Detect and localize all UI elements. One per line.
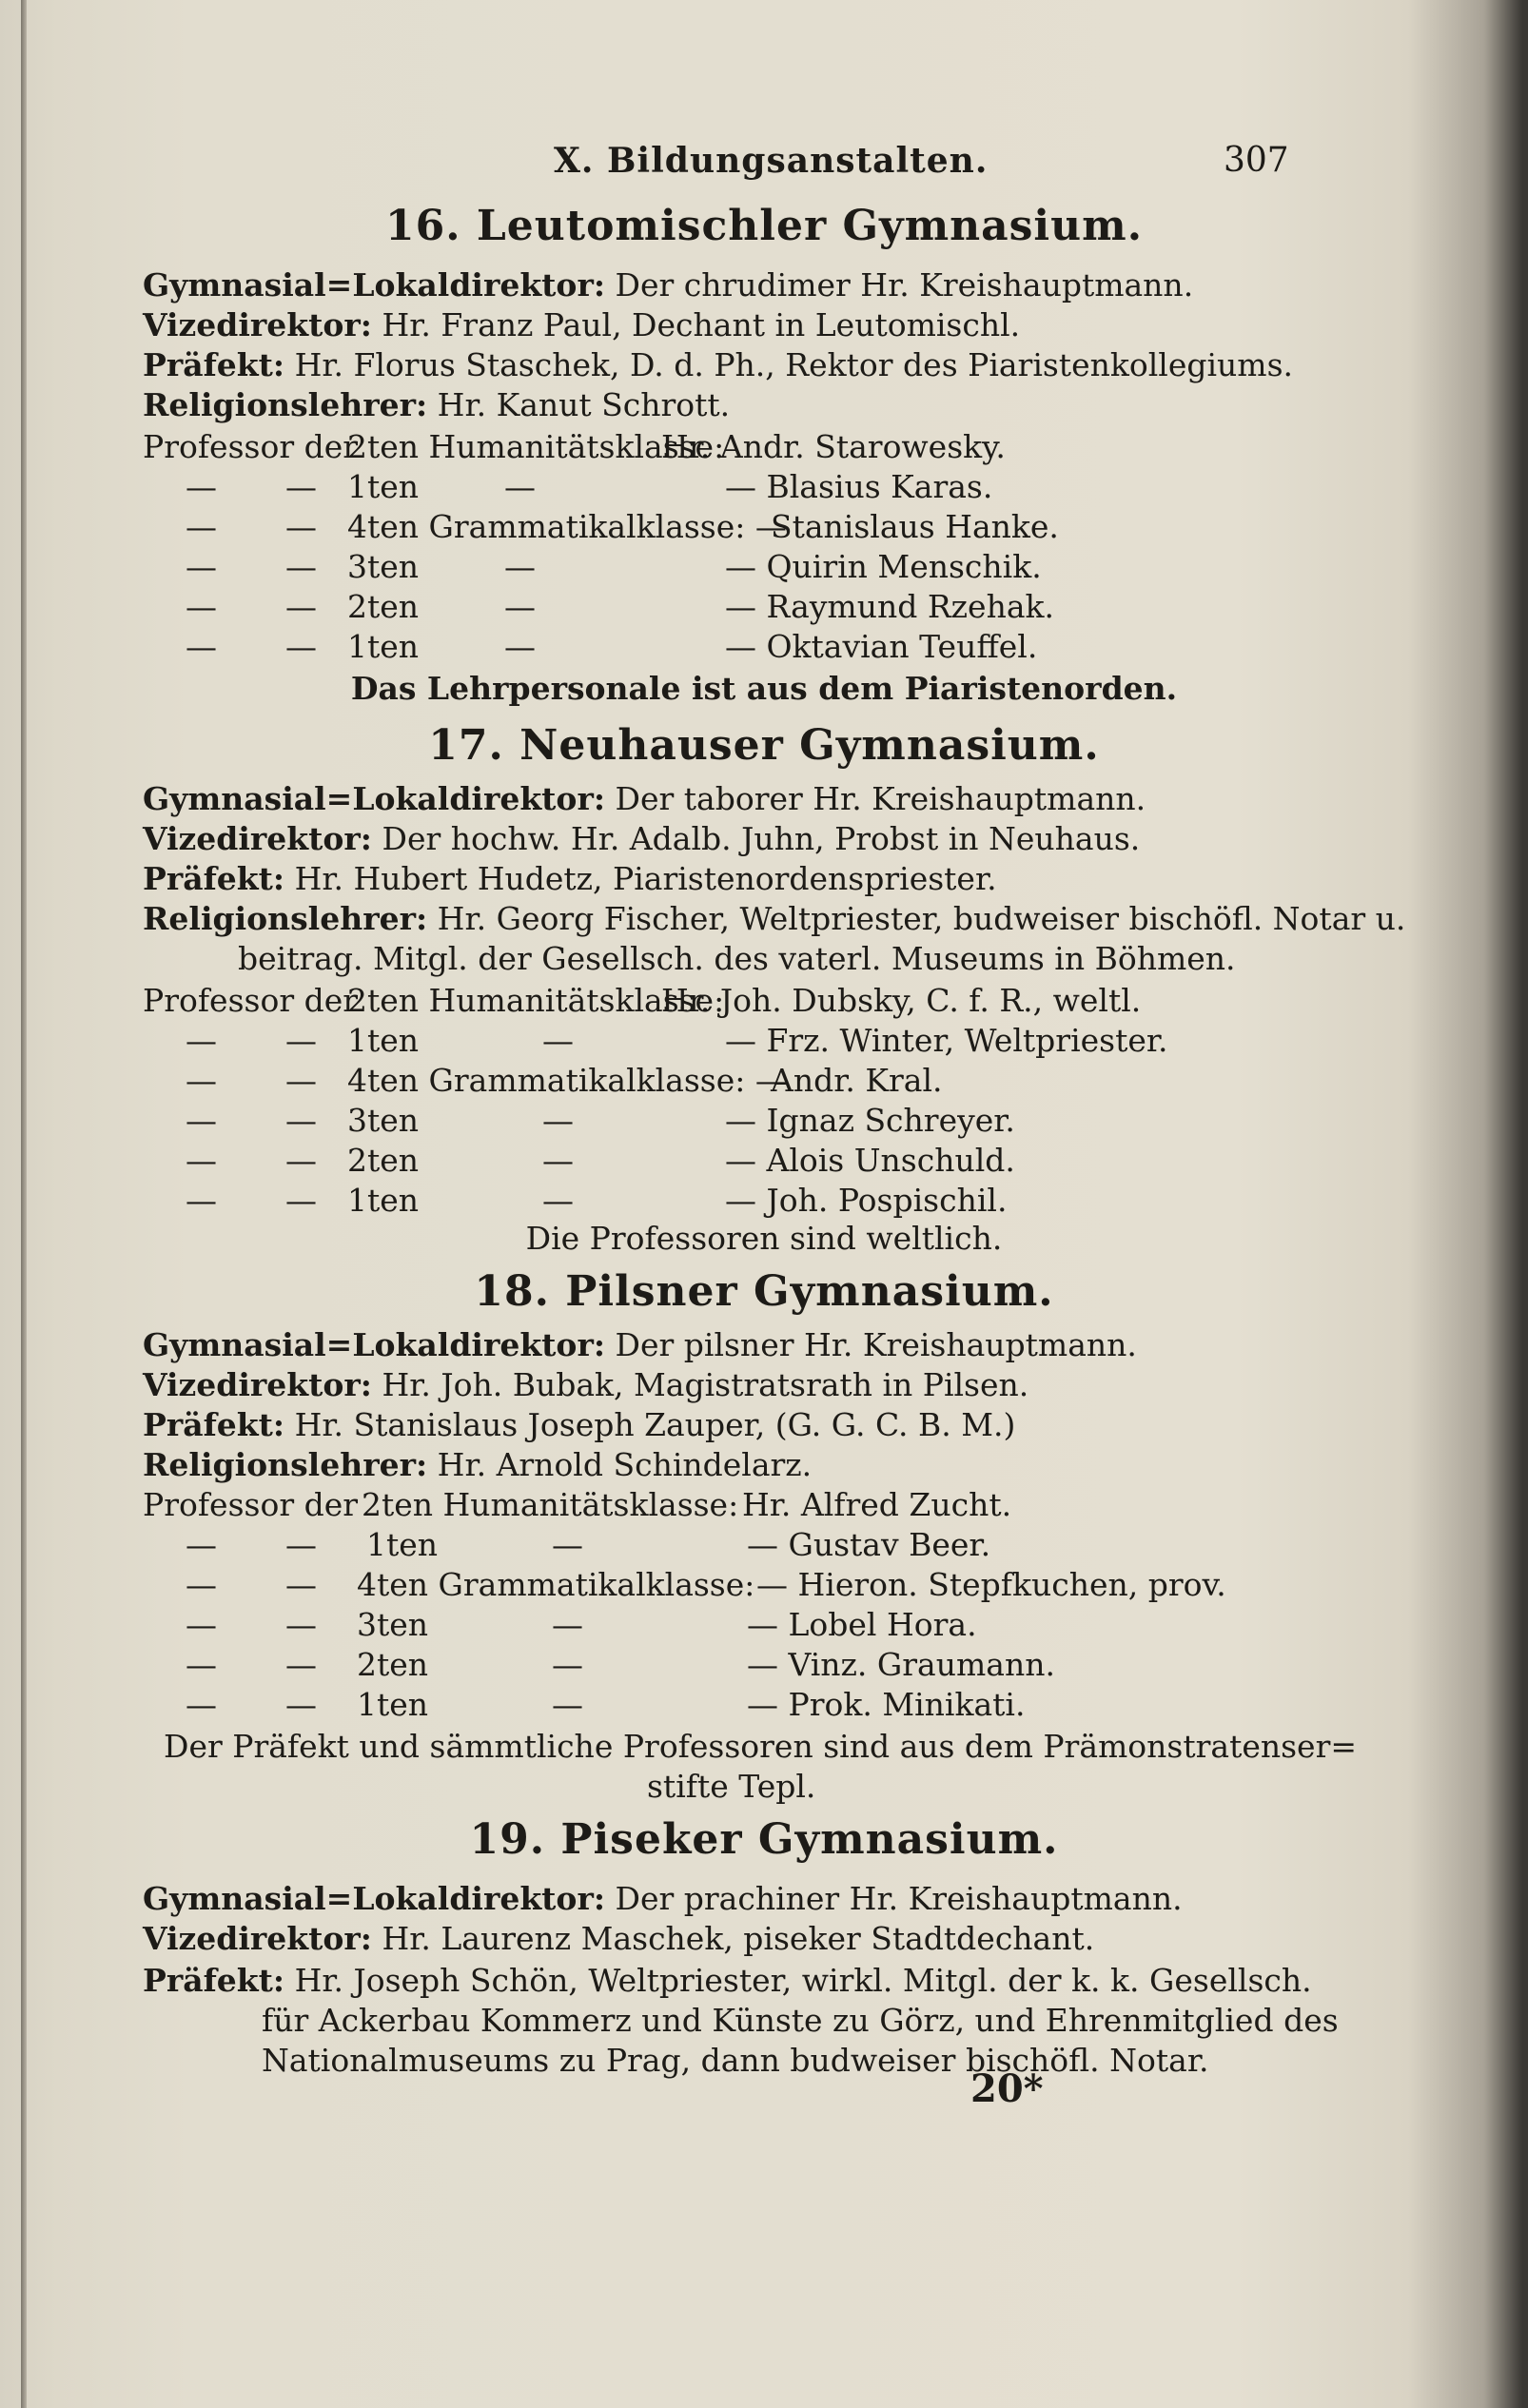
section-title-16: 16. Leutomischler Gymnasium. — [384, 202, 1144, 250]
professor-row: — — 4ten Grammatikalklasse: — Hieron. Stepfkuchen, prov. — [186, 1566, 1226, 1603]
staff-line-continued: für Ackerbau Kommerz und Künste zu Görz, und Ehrenmitglied des — [262, 2002, 1339, 2039]
staff-line: Präfekt: Hr. Hubert Hudetz, Piaristenordenspriester. — [143, 860, 997, 897]
signature-mark: 20* — [970, 2066, 1044, 2111]
professor-row: — — 1ten — — Gustav Beer. — [186, 1526, 991, 1563]
section-note: Die Professoren sind weltlich. — [525, 1220, 1003, 1257]
staff-line: Vizedirektor: Der hochw. Hr. Adalb. Juhn, Probst in Neuhaus. — [143, 820, 1141, 857]
professor-row: — — 2ten — — Raymund Rzehak. — [186, 588, 1055, 625]
staff-line: Religionslehrer: Hr. Arnold Schindelarz. — [143, 1446, 813, 1483]
professor-row: — — 1ten — — Frz. Winter, Weltpriester. — [186, 1022, 1168, 1059]
professor-row: — — 1ten — — Prok. Minikati. — [186, 1686, 1026, 1723]
page-number: 307 — [1224, 141, 1289, 180]
staff-line: Vizedirektor: Hr. Joh. Bubak, Magistratsrath in Pilsen. — [143, 1366, 1029, 1403]
section-title-17: 17. Neuhauser Gymnasium. — [428, 721, 1100, 770]
section-title-19: 19. Piseker Gymnasium. — [469, 1815, 1059, 1864]
professor-row: — — 1ten — — Blasius Karas. — [186, 468, 993, 505]
professor-row: — — 1ten — — Joh. Pospischil. — [186, 1182, 1008, 1219]
professor-row: Professor der 2ten Humanitätsklasse: Hr. Alfred Zucht. — [143, 1486, 1012, 1523]
binding-gutter — [21, 0, 27, 2408]
staff-line: Gymnasial=Lokaldirektor: Der taborer Hr. Kreishauptmann. — [143, 780, 1146, 817]
professor-row: — — 4ten Grammatikalklasse: — Andr. Kral. — [186, 1062, 943, 1099]
staff-line: Religionslehrer: Hr. Georg Fischer, Weltpriester, budweiser bischöfl. Notar u. — [143, 900, 1406, 937]
professor-row: — — 1ten — — Oktavian Teuffel. — [186, 628, 1038, 665]
professor-row: Professor der 2ten Humanitätsklasse: Hr. Joh. Dubsky, C. f. R., weltl. — [143, 982, 1142, 1019]
running-title: X. Bildungsanstalten. — [554, 141, 989, 181]
staff-line: Gymnasial=Lokaldirektor: Der prachiner Hr. Kreishauptmann. — [143, 1880, 1183, 1917]
staff-line: Präfekt: Hr. Florus Staschek, D. d. Ph., Rektor des Piaristenkollegiums. — [143, 346, 1294, 383]
staff-line: Präfekt: Hr. Stanislaus Joseph Zauper, (G. G. C. B. M.) — [143, 1406, 1016, 1443]
section-note-continued: stifte Tepl. — [647, 1768, 816, 1805]
professor-row: Professor der 2ten Humanitätsklasse: Hr. Andr. Starowesky. — [143, 428, 1006, 465]
staff-line: Religionslehrer: Hr. Kanut Schrott. — [143, 386, 731, 423]
staff-line-continued: beitrag. Mitgl. der Gesellsch. des vaterl. Museums in Böhmen. — [238, 940, 1236, 977]
section-note: Der Präfekt und sämmtliche Professoren sind aus dem Prämonstratenser= — [164, 1728, 1357, 1765]
professor-row: — — 3ten — — Ignaz Schreyer. — [186, 1102, 1015, 1139]
professor-row: — — 3ten — — Lobel Hora. — [186, 1606, 977, 1643]
professor-row: — — 2ten — — Vinz. Graumann. — [186, 1646, 1055, 1683]
staff-line-continued: Nationalmuseums zu Prag, dann budweiser bischöfl. Notar. — [262, 2042, 1209, 2079]
staff-line: Vizedirektor: Hr. Franz Paul, Dechant in Leutomischl. — [143, 306, 1021, 343]
professor-row: — — 2ten — — Alois Unschuld. — [186, 1142, 1015, 1179]
staff-line: Gymnasial=Lokaldirektor: Der pilsner Hr. Kreishauptmann. — [143, 1326, 1137, 1363]
staff-line: Präfekt: Hr. Joseph Schön, Weltpriester, wirkl. Mitgl. der k. k. Gesellsch. — [143, 1962, 1312, 1999]
staff-line: Gymnasial=Lokaldirektor: Der chrudimer Hr. Kreishauptmann. — [143, 266, 1194, 303]
staff-line: Vizedirektor: Hr. Laurenz Maschek, piseker Stadtdechant. — [143, 1920, 1095, 1957]
section-title-18: 18. Pilsner Gymnasium. — [474, 1267, 1054, 1316]
section-note: Das Lehrpersonale ist aus dem Piaristenorden. — [350, 670, 1178, 707]
professor-row: — — 4ten Grammatikalklasse: — Stanislaus Hanke. — [186, 508, 1059, 545]
running-header — [0, 141, 1528, 188]
professor-row: — — 3ten — — Quirin Menschik. — [186, 548, 1042, 585]
